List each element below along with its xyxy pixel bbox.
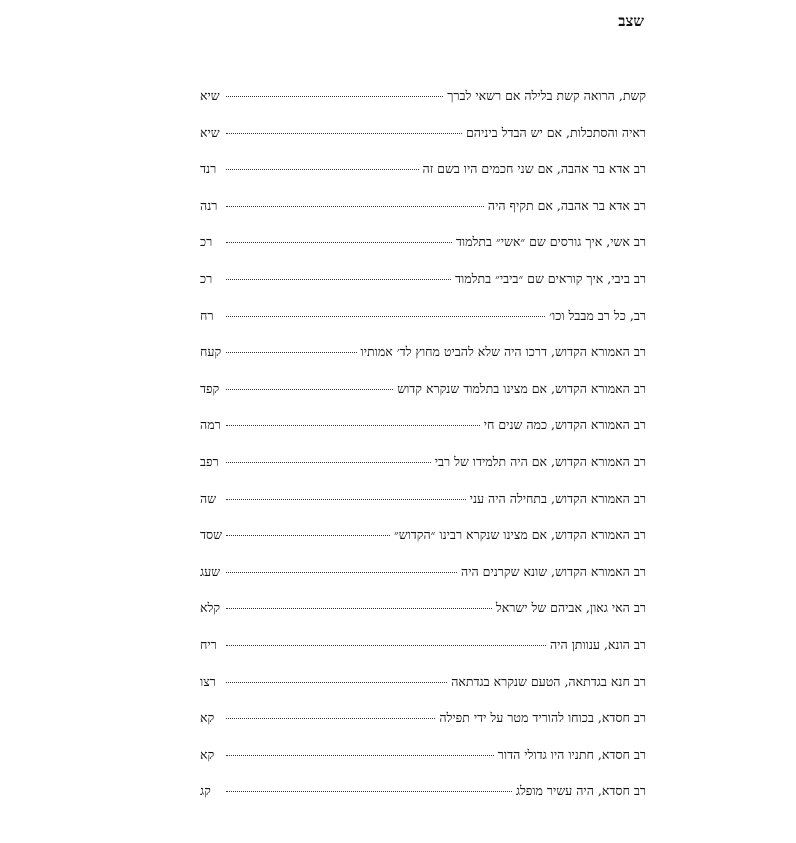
entry-page: שסד <box>200 527 222 543</box>
dot-leader <box>226 169 419 170</box>
dot-leader <box>226 535 390 536</box>
index-entry <box>200 198 646 235</box>
entry-title: רב הונא, ענוותן היה <box>549 636 646 652</box>
entry-title: רב האמורא הקדוש, אם מצינו בתלמוד שנקרא קדוש <box>397 380 646 396</box>
dot-leader <box>226 316 545 317</box>
entry-page: שיא <box>200 124 220 140</box>
dot-leader <box>226 206 484 207</box>
index-entry <box>200 747 646 784</box>
dot-leader <box>226 133 462 134</box>
index-entry <box>200 161 646 198</box>
entry-title: קשת, הרואה קשת בלילה אם רשאי לברך <box>447 88 646 103</box>
entry-title: רב האמורא הקדוש, דרכו היה שלא להביט מחוץ לד׳ אמותיו <box>360 344 646 360</box>
index-entry <box>200 564 646 601</box>
index-entry <box>200 674 646 711</box>
index-entry <box>200 491 646 528</box>
index-entry <box>200 417 646 454</box>
dot-leader <box>226 608 492 609</box>
entry-title: רב אדא בר אהבה, אם שני חכמים היו בשם זה <box>422 161 646 177</box>
entry-page: שיא <box>200 88 220 103</box>
entry-page: רכ <box>200 270 213 286</box>
dot-leader <box>226 718 435 719</box>
index-entry <box>200 600 646 637</box>
entry-page: רצו <box>200 673 216 689</box>
entry-title: רב אשי, איך גורסים שם ״אשי״ בתלמוד <box>455 234 646 250</box>
entry-page: קא <box>200 710 215 726</box>
entry-page: קלא <box>200 600 221 616</box>
index-entry <box>200 125 646 162</box>
index-entry <box>200 234 646 271</box>
entry-page: קא <box>200 746 215 762</box>
index-entry <box>200 783 646 820</box>
dot-leader <box>226 389 393 390</box>
dot-leader <box>226 682 447 683</box>
dot-leader <box>226 352 357 353</box>
index-entry <box>200 637 646 674</box>
entry-page: רמה <box>200 417 221 433</box>
entry-title: רב האמורא הקדוש, כמה שנים חי <box>483 417 646 433</box>
entry-page: שה <box>200 490 217 506</box>
entry-title: רב חסדא, היה עשיר מופלג <box>515 783 646 799</box>
entry-page: רנה <box>200 197 218 213</box>
entry-title: רב האמורא הקדוש, שונא שקרנים היה <box>461 563 646 579</box>
entry-title: ראיה והסתכלות, אם יש הבדל ביניהם <box>466 124 646 140</box>
entry-title: רב חסדא, בכוחו להוריד מטר על ידי תפילה <box>439 710 646 726</box>
entry-page: קג <box>200 783 211 799</box>
dot-leader <box>226 462 431 463</box>
entry-page: ריח <box>200 636 217 652</box>
index-entry <box>200 308 646 345</box>
entry-page: רח <box>200 307 214 323</box>
entry-title: רב האמורא הקדוש, אם מצינו שנקרא רבינו ״הקדוש״ <box>393 527 646 543</box>
index-entry <box>200 454 646 491</box>
index-entry <box>200 271 646 308</box>
dot-leader <box>226 572 457 573</box>
entry-title: רב חנא בגדתאה, הטעם שנקרא בגדתאה <box>451 673 646 689</box>
dot-leader <box>226 279 451 280</box>
index-list <box>200 88 646 820</box>
entry-page: רפב <box>200 453 219 469</box>
dot-leader <box>226 242 452 243</box>
entry-title: רב חסדא, חתניו היו גדולי הדור <box>497 746 646 762</box>
index-entry <box>200 344 646 381</box>
entry-title: רב האמורא הקדוש, אם היה תלמידו של רבי <box>434 453 646 469</box>
entry-page: רנד <box>200 161 217 177</box>
index-entry <box>200 381 646 418</box>
dot-leader <box>226 96 443 97</box>
entry-page: שעג <box>200 563 221 579</box>
dot-leader <box>226 425 480 426</box>
index-entry <box>200 710 646 747</box>
entry-page: רכ <box>200 234 213 250</box>
entry-title: רב, כל רב מבבל וכו׳ <box>549 307 646 323</box>
dot-leader <box>226 755 494 756</box>
index-entry <box>200 88 646 125</box>
entry-title: רב האמורא הקדוש, בתחילה היה עני <box>469 490 646 506</box>
entry-title: רב אדא בר אהבה, אם תקיף היה <box>487 197 646 213</box>
index-entry <box>200 527 646 564</box>
entry-page: קעח <box>200 344 222 360</box>
page-number: שצב <box>618 12 644 30</box>
entry-title: רב האי גאון, אביהם של ישראל <box>495 600 646 616</box>
dot-leader <box>226 791 512 792</box>
entry-title: רב ביבי, איך קוראים שם ״ביבי״ בתלמוד <box>455 270 646 286</box>
entry-page: קפד <box>200 380 220 396</box>
dot-leader <box>226 499 466 500</box>
dot-leader <box>226 645 546 646</box>
